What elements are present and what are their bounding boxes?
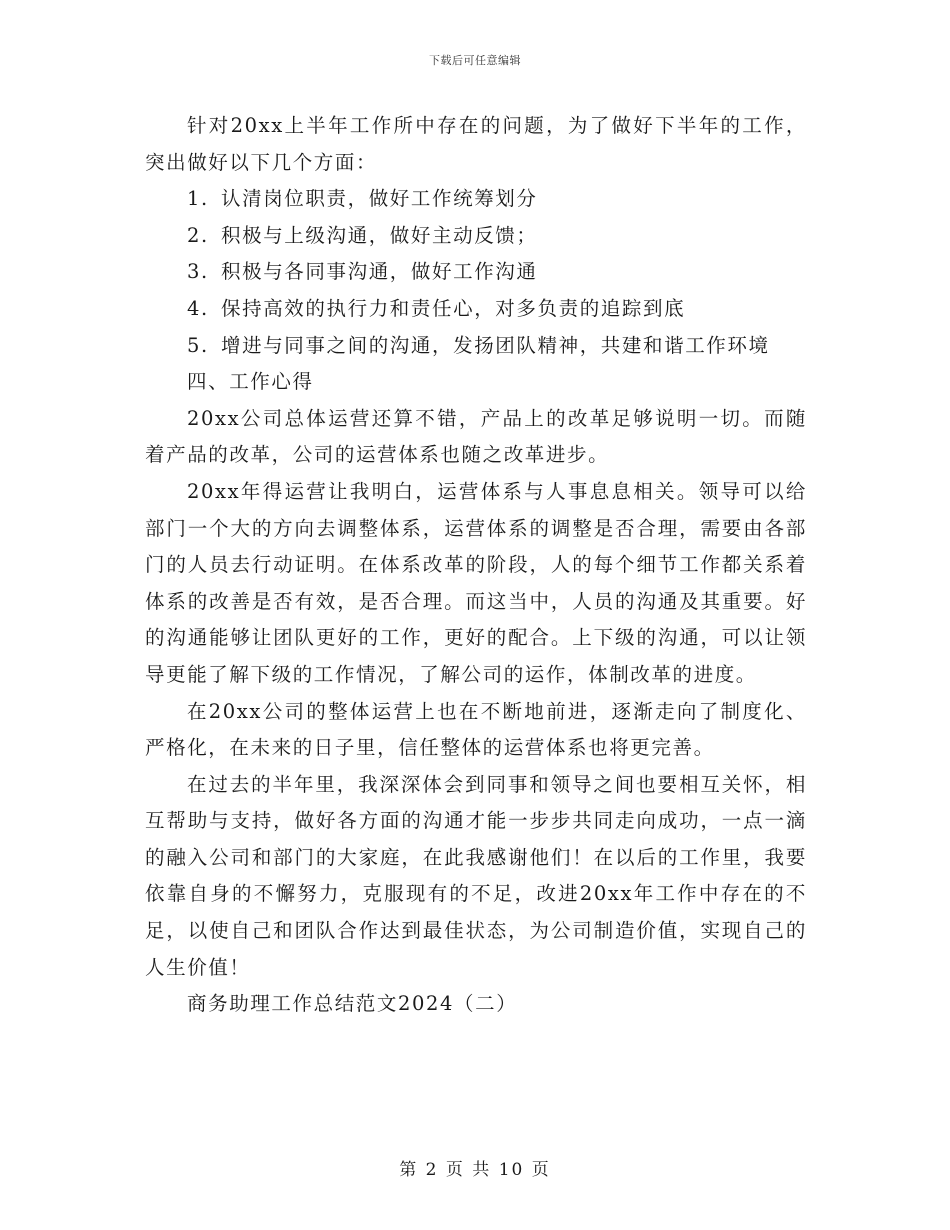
body-paragraph: 20xx年得运营让我明白，运营体系与人事息息相关。领导可以给部门一个大的方向去调整体系，运营体系的调整是否合理，需要由各部门的人员去行动证明。在体系改革的阶段，人的每个细节工作都关系着体系的改善是否有效，是否合理。而这当中，人员的沟通及其重要。好的沟通能够让团队更好的工作，更好的配合。上下级的沟通，可以让领导更能了解下级的工作情况，了解公司的运作，体制改革的进度。	[145, 479, 807, 686]
list-item-text: 积极与上级沟通，做好主动反馈；	[221, 223, 538, 247]
list-item	[145, 181, 807, 218]
list-item-number: 1.	[187, 187, 209, 211]
section-heading: 四、工作心得	[187, 370, 314, 394]
list-item	[145, 254, 807, 291]
body-paragraph: 20xx公司总体运营还算不错，产品上的改革足够说明一切。而随着产品的改革，公司的运营体系也随之改革进步。	[145, 406, 807, 467]
body-paragraph: 在过去的半年里，我深深体会到同事和领导之间也要相互关怀，相互帮助与支持，做好各方面的沟通才能一步步共同走向成功，一点一滴的融入公司和部门的大家庭，在此我感谢他们！在以后的工作里，我要依靠自身的不懈努力，克服现有的不足，改进20xx年工作中存在的不足，以使自己和团队合作达到最佳状态，为公司制造价值，实现自己的人生价值！	[145, 772, 807, 979]
list-item-text: 认清岗位职责，做好工作统筹划分	[221, 187, 538, 211]
list-item-number: 4.	[187, 296, 209, 320]
list-item	[145, 218, 807, 255]
list-item-number: 3.	[187, 260, 209, 284]
page-header: 下载后可任意编辑	[429, 54, 521, 67]
action-list	[145, 181, 807, 364]
list-item	[145, 328, 807, 365]
list-item-text: 增进与同事之间的沟通，发扬团队精神，共建和谐工作环境	[221, 333, 770, 357]
document-body	[145, 108, 807, 1023]
intro-paragraph: 针对20xx上半年工作所中存在的问题，为了做好下半年的工作，突出做好以下几个方面：	[145, 114, 807, 174]
body-paragraph: 在20xx公司的整体运营上也在不断地前进，逐渐走向了制度化、严格化，在未来的日子里，信任整体的运营体系也将更完善。	[145, 699, 807, 760]
list-item-text: 保持高效的执行力和责任心，对多负责的追踪到底	[221, 296, 686, 320]
list-item-text: 积极与各同事沟通，做好工作沟通	[221, 260, 538, 284]
list-item-number: 5.	[187, 333, 209, 357]
list-item-number: 2.	[187, 223, 209, 247]
list-item	[145, 291, 807, 328]
page-footer: 第 2 页 共 10 页	[399, 1160, 551, 1180]
next-section-title: 商务助理工作总结范文2024（二）	[187, 992, 518, 1016]
